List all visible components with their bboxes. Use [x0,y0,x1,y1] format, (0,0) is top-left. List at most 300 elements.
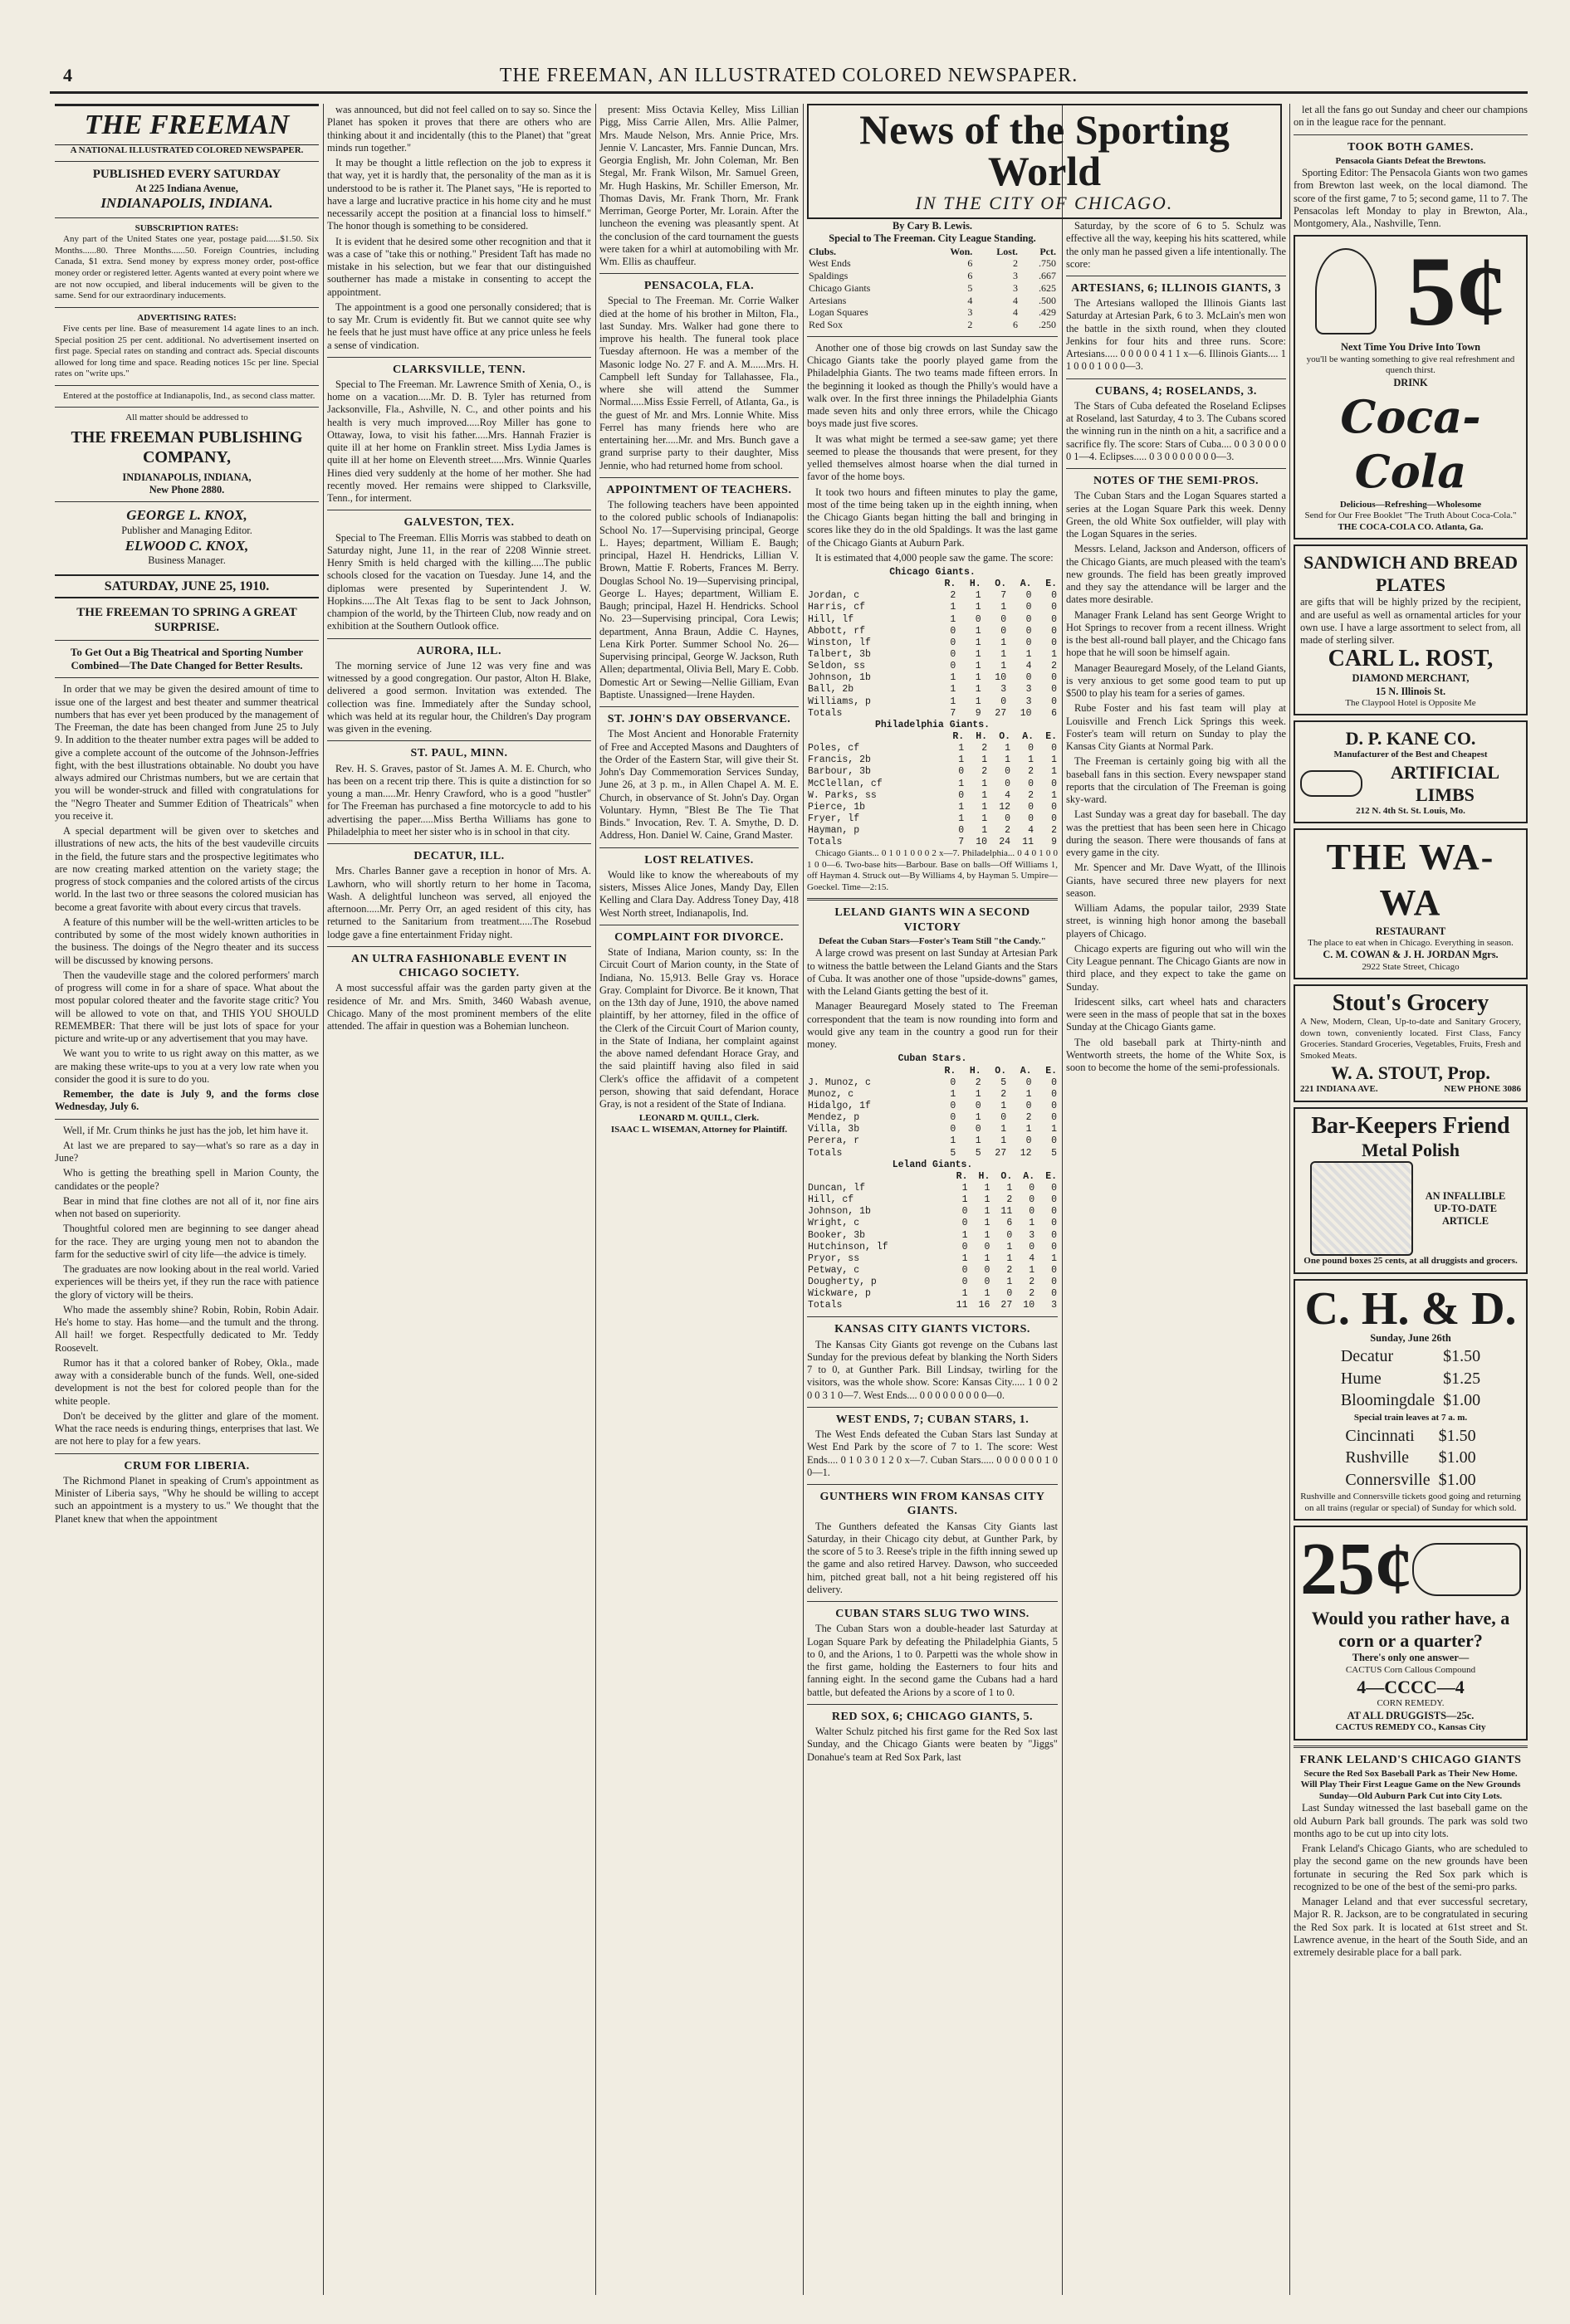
cuban-headline: CUBAN STARS SLUG TWO WINS. [835,1608,1030,1621]
kane-name: D. P. KANE CO. [1345,728,1476,749]
sport-story: Another one of those big crowds on last Sunday saw the Chicago Giants take the poorly played game from the Philadelphia Giants. The two teams made fifteen errors. In the beginning it looked as though the Philly's would have a walk over. In the first three innings the Philadelphia Giants made seven hits and only three errors, while the Chicago boys made just five scores. [807,341,1058,430]
redsox-headline: RED SOX, 6; CHICAGO GIANTS, 5. [831,1710,1034,1723]
chd-railroad-ad [1294,1279,1528,1521]
standing-cell: 6 [967,257,973,270]
box-cell: 1 [1006,1277,1013,1288]
box-cell: 1 [950,602,956,613]
masthead-subtitle: A NATIONAL ILLUSTRATED COLORED NEWSPAPER. [70,144,304,155]
standing-row [807,319,1058,331]
box-row [807,754,1058,766]
kc-body: The Kansas City Giants got revenge on the Cubans last Sunday for the previous defeat by blanking the North Siders 7 to 0, at Gunther Park. Bill Lindsay, twirling for the visitors, was the whole show. Score: Kansas City..... 1 0 0 2 0 0 3 1 0—7. West Ends.... 0 0 0 0 0 0 0 0 0—0. [807,1338,1058,1401]
editorial-note: Don't be deceived by the glitter and glare of the moment. What the race needs is enduring things, enterprises that last. We are not here to play for a few years. [55,1409,319,1448]
address-all: All matter should be addressed to [125,413,248,423]
box-cell: 0 [1025,613,1032,625]
crum-body: The Richmond Planet in speaking of Crum's appointment as Minister of Liberia says, "Why he should be willing to accept such an appointment is a mystery to us." We thought that the Planet knew that when the appointment [55,1474,319,1525]
box-cell: Winston, lf [808,637,871,648]
fare-row [1342,1448,1479,1468]
complaint-headline: COMPLAINT FOR DIVORCE. [614,930,784,944]
box-cell: 0 [1025,590,1032,602]
editorial-note: At last we are prepared to say—what's so rare as a day in June? [55,1139,319,1164]
standing-cell: Logan Squares [809,306,868,319]
box-cell: 0 [1028,743,1034,754]
sandwich-head: SANDWICH AND BREAD PLATES [1303,552,1518,596]
leland-giants-subhead-2: Will Play Their First League Game on the New Grounds Sunday—Old Auburn Park Cut into City Lots. [1300,1780,1521,1801]
box-cell: 1 [1025,1088,1032,1100]
standing-cell: 5 [967,281,973,294]
box-row [807,684,1058,696]
box-cell: 1 [1000,637,1007,648]
editorial-note: The graduates are now looking about in the real world. Varied experiences will be theirs yet, if they run the race with patience the glory of victory will be theirs. [55,1263,319,1301]
standing-cell: Artesians [809,294,847,306]
box-cell: Munoz, c [808,1088,854,1100]
box-cell: Hidalgo, 1f [808,1100,871,1111]
box-cell: 2 [1000,1088,1007,1100]
box-cell: 7 [958,837,965,848]
box-cell: 0 [961,1206,968,1218]
box-cell: 1 [1051,754,1057,766]
coke-next: Next Time You Drive Into Town [1340,341,1481,354]
box-row [807,614,1058,626]
box-cell: 2 [975,1077,981,1088]
bkf-head: Bar-Keepers Friend [1311,1112,1510,1139]
clerk-signature: LEONARD M. QUILL, Clerk. [638,1113,760,1124]
box-cell: 1 [975,684,981,696]
box-header-cell: A. [1020,1065,1032,1077]
box-cell: 4 [1025,661,1032,672]
box-row [807,661,1058,672]
box-cell: 0 [1051,590,1057,602]
bkf-tagline: AN INFALLIBLE UP-TO-DATE ARTICLE [1425,1189,1506,1228]
box-row [807,1124,1058,1135]
fare-row [1338,1346,1484,1367]
col2-paragraph: It is evident that he desired some other recognition and that it was a case of "take this or nothing." President Taft has made no mistake in his selection, but we fear that our distinguished southerner has made a mistake in consenting to accept the appointment. [327,235,591,298]
shoe-icon [1412,1543,1521,1596]
leland-giants-body: Manager Leland and that ever successful secretary, Major R. R. Jackson, are to be congratulated in securing the Red Sox park. It is located at 61st street and St. Lawrence avenue, in the heart of the South Side, and an extremely desirable place for a ball park. [1294,1896,1528,1959]
box-row [807,708,1058,720]
lost-headline: LOST RELATIVES. [644,853,754,867]
box-cell: 1 [1005,743,1011,754]
box-cell: 0 [975,613,981,625]
coke-tagline: Delicious—Refreshing—Wholesome [1339,499,1482,510]
wawa-restaurant-ad [1294,828,1528,979]
corn-brand: 4—CCCC—4 [1357,1677,1465,1698]
fare-price: $1.00 [1438,1470,1476,1489]
box-cell: 0 [1025,1135,1032,1147]
sporting-byline: By Cary B. Lewis. [892,220,973,232]
box-cell: 11 [1000,1206,1013,1218]
attorney-signature: ISAAC L. WISEMAN, Attorney for Plaintiff. [610,1124,788,1135]
col1-paragraph: Remember, the date is July 9, and the forms close Wednesday, July 6. [55,1088,319,1113]
box-cell: 1 [961,1182,968,1194]
chd-fares-2 [1340,1424,1480,1492]
galveston-body: Special to The Freeman. Ellis Morris was stabbed to death on Saturday night, June 11, in the rear of 2208 Winnie street. Henry Smith is held charged with the killing.....The public schools closed for the vacation on Tuesday. June 14, and the diplomas were presented by Superintendent J. W. Hopkins.....The Alt Texas flag to be sent to Jack Johnson, champion of the world, by the Thirteen Club, now ready and on exhibition at the Southern Outlook office. [327,531,591,632]
box-cell: 0 [1051,1100,1057,1111]
box-cell: 0 [1051,1241,1057,1252]
box-score-chicago [807,567,1058,720]
box-cell: 1 [975,1088,981,1100]
standing-cell: .667 [1039,270,1056,281]
box-cell: Totals [808,707,843,719]
standing-cell: 4 [1012,306,1018,319]
leland-giants-headline: FRANK LELAND'S CHICAGO GIANTS [1299,1753,1522,1766]
box-header-cell [807,1171,946,1183]
publisher-title: Publisher and Managing Editor. [121,525,252,537]
box-cell: 1 [950,613,956,625]
box-row [807,825,1058,837]
rost-address: 15 N. Illinois St. [1375,685,1446,697]
box-cell: 1 [984,1194,990,1206]
box-cell: 16 [978,1300,990,1311]
sport-story: It took two hours and fifteen minutes to play the game, most of the time being taken up in the eighth inning, when the Chicago Giants began hitting the ball and bringing in scores like they do in the old Spaldings. It was the last game of the Chicago Giants at Auburn Park. [807,486,1058,549]
box-cell: 12 [1020,1147,1032,1159]
standing-cell: Spaldings [809,270,849,281]
box-cell: 1 [1006,1252,1013,1264]
box-cell: 3 [1025,684,1032,696]
box-cell: 0 [1025,1077,1032,1088]
box-cell: 1 [950,684,956,696]
decatur-body: Mrs. Charles Banner gave a reception in honor of Mrs. A. Lawhorn, who will shortly return to her home in Tacoma, Wash. A delightful luncheon was served, all enjoyed the afternoon.....Mr. Perry Orr, an aged resident of this city, has returned to the Sanitarium from treatment.....The Rosebud lodge gave a fine entertainment Friday night. [327,865,591,940]
box-cell: 5 [975,1147,981,1159]
box-cell: 6 [1006,1218,1013,1229]
bar-keepers-friend-ad [1294,1107,1528,1274]
box-header-cell: O. [995,1065,1007,1077]
box-cell: 1 [961,1288,968,1300]
semi-pro-note: Rube Foster and his fast team will play at Louisville and French Lick Springs this week. Foster's team will return on Sunday to play the Kansas City Giants at Normal Park. [1066,702,1286,753]
standing-cell: 6 [967,270,973,281]
box-cell: 1 [958,778,965,789]
fare-price: $1.00 [1438,1448,1476,1467]
col2-paragraph: was announced, but did not feel called on to say so. Since the Planet has spoken it proves that there are others who are thinking about it and incidentally (this to the Planet) that "great minds run together." [327,104,591,154]
box-row [807,802,1058,813]
box-cell: 5 [1000,1077,1007,1088]
box-cell: 1 [975,637,981,648]
box-cell: Johnson, 1b [808,672,871,684]
box-cell: 11 [956,1300,968,1311]
box-cell: 2 [1005,825,1011,837]
fare-row [1342,1426,1479,1447]
standing-cell: 4 [1012,294,1018,306]
col2-paragraph: It may be thought a little reflection on the job to express it that way, yet it is hardly that, the personality of the man as it is understood to be is rather it. The Planet says, "He is reported to have a large and lucrative practice in his home city and he must necessarily accept the position at a financial loss to himself." The honor though is something to be considered. [327,157,591,232]
box-cell: 1 [981,813,988,824]
box-header-cell [807,579,932,590]
box-row [807,1148,1058,1160]
box-cell: 1 [1051,1252,1057,1264]
box-cell: Duncan, lf [808,1182,866,1194]
standing-cell: .500 [1039,294,1056,306]
box-header-cell: E. [1045,579,1057,590]
box-row [807,637,1058,649]
fare-row [1342,1470,1479,1491]
standing-header-cell: Won. [950,245,973,257]
fare-price: $1.25 [1443,1369,1481,1388]
coke-body: you'll be wanting something to give real refreshment and quench thirst. [1306,354,1515,376]
box-cell: Wickware, p [808,1288,871,1300]
standing-cell: 6 [1012,319,1018,330]
box-cell: Barbour, 3b [808,766,871,778]
box-cell: Mendez, p [808,1112,860,1124]
box-cell: 0 [1025,602,1032,613]
box-row [807,1194,1058,1206]
semi-pro-note: Manager Frank Leland has sent George Wright to Hot Springs to recover from a recent illness. Wright is the best all-round ball player, and the Chicago fans hope that he will soon be himself again. [1066,608,1286,659]
clarksville-body: Special to The Freeman. Mr. Lawrence Smith of Xenia, O., is home on a vacation.....Mr. D. B. Tyler has returned from Jacksonville, Fla., Ashville, N. C., and other points and his health is very much improved.....Roy Miller has gone to Ottaway, Iowa, to visit his father.....Mrs. Hannah Frazier is quite ill at her home on Franklin street. Miss Lydia James is quite ill at her home on Eleventh street.....Mrs. Winnie Quarles Hines died very suddenly at the home of her mother. She had recently moved. Her remains were shipped to Clarksville, Tenn., for interment. [327,378,591,505]
semi-pro-note: Manager Beauregard Mosely, of the Leland Giants, is very anxious to get some good team to put up $500 to play his team for a series of games. [1066,662,1286,700]
chd-special: Special train leaves at 7 a. m. [1353,1413,1468,1423]
box-cell: 0 [1051,1077,1057,1088]
cuban-body: The Cuban Stars won a double-header last Saturday at Logan Square Park by defeating the Philadelphia Giants, 5 to 0, and the Arions, 1 to 0. Parpetti was the whole show in the first game, holding the Easterners to four hits and fanning eight. In the second game the Cubans had a hard battle, but defeated the Arions by a score of 1 to 0. [807,1623,1058,1698]
stpaul-body: Rev. H. S. Graves, pastor of St. James A. M. E. Church, who has been on a recent trip there. This is quite a distinction for so young a man.....Mr. Henry Crawford, who is a good "hustler" for The Freeman has purchased a fine motorcycle to add to his advertising the paper.....Miss Bertha Williams has gone to Philadelphia to meet her sister who is in school in that city. [327,762,591,837]
box-cell: 1 [961,1229,968,1241]
bkf-body: One pound boxes 25 cents, at all druggists and grocers. [1303,1256,1518,1267]
gunthers-body: The Gunthers defeated the Kansas City Giants last Saturday, in their Chicago city debut, at Gunther Park, by the score of 5 to 3. Reese's triple in the fifth inning sewed up the game and also retired Harvey. Dawson, who succeeded him, pitched great ball, not a hit being registered off his delivery. [807,1520,1058,1595]
box-cell: 0 [1051,813,1057,824]
fare-destination: Cincinnati [1345,1426,1415,1445]
corn-question: Would you rather have, a corn or a quarter? [1311,1608,1510,1652]
box-cell: 0 [961,1241,968,1252]
box-cell: 0 [1051,602,1057,613]
corn-only: There's only one answer— [1352,1652,1470,1664]
box-row [807,590,1058,602]
box-row [807,743,1058,754]
box-cell: 0 [1029,1241,1035,1252]
semi-pro-note: Messrs. Leland, Jackson and Anderson, officers of the Chicago Giants, are much pleased with the team's new grounds. The field has been greatly improved and they say the attendance will be larger and the dates more desirable. [1066,543,1286,606]
corn-company: CACTUS REMEDY CO., Kansas City [1335,1722,1486,1733]
box-cell: 2 [1029,1277,1035,1288]
teachers-body: The following teachers have been appointed to the colored public schools of Indianapolis: School No. 17—Supervising principal, George L. Hayes; department, William E. Baugh; principal, Hazel H. Hendricks, Lillian V. Brown, Mattie F. Roberts, Frances M. Berry. Douglas School No. 19—Supervising principal, George L. Hayes; department, William E. Baugh; principal, Hazel H. Hendricks. School No. 23—Supervising principal, Cora Lewis; department, Anna Braun, Addie C. Haynes, Lena Kirk Porter. Summer School No. 26—Supervising principal, George W. Jackson, Ruth Allen; departmental, Olivia Bell, Mary E. Cobb. Domestic Art or Sewing—Nellie Gilliam, Evan Baptiste. Unassigned—Irene Hayden. [599,499,799,701]
box-cell: 1 [958,743,965,754]
box-cell: 5 [950,1147,956,1159]
fare-price: $1.00 [1443,1391,1481,1410]
box-cell: 0 [1051,684,1057,696]
col1-paragraph: A special department will be given over to sketches and illustrations of new acts, the hits of the best vaudeville circuits in the field, the future stars and the prospective legitimates who are now creating marked attention on the variety stage; the progress of stock companies and the colored artists of the circus world. In the last two or three seasons the colored musician has become a great favorite with about every circus that travels. [55,825,319,913]
masthead-title: THE FREEMAN [55,104,319,145]
box-cell: 9 [1051,837,1057,848]
box-cell: Booker, 3b [808,1229,866,1241]
chd-date: Sunday, June 26th [1370,1331,1451,1344]
stpaul-headline: ST. PAUL, MINN. [410,747,508,760]
teachers-headline: APPOINTMENT OF TEACHERS. [606,483,792,496]
paper-title: THE FREEMAN, AN ILLUSTRATED COLORED NEWSPAPER. [499,65,1078,86]
column-6 [1294,104,1528,2295]
stjohn-body: The Most Ancient and Honorable Fraternity of Free and Accepted Masons and Daughters of the Order of the Eastern Star, will give their St. John's Day Commemoration Services Sunday, June 26, at 3 p. m., in Allen Chapel A. M. E. Church, in observance of St. John's Day. Organ Voluntary. Hymn, "Blest Be The Tie That Binds." Invocation, Rev. T. A. Smythe, D. D. Address, Hon. Daniel W. Caine, Grand Master. [599,728,799,842]
box-row [807,1206,1058,1218]
editorial-note: Who made the assembly shine? Robin, Robin, Robin Adair. He's home to stay. Has home—and the tumult and the throng. All hail! we forget. Respectfully dedicated to Mr. Teddy Roosevelt. [55,1303,319,1354]
cubans-body: The Stars of Cuba defeated the Roseland Eclipses at Roseland, last Saturday, 4 to 3. The Cubans scored the winning run in the ninth on a hit, a sacrifice and a sacrifice fly. The score: Stars of Cuba.... 0 0 3 0 0 0 0 0 1—4. Eclipses..... 0 3 0 0 0 0 0 0 0—3. [1066,399,1286,462]
semi-pro-note: The Freeman is certainly going big with all the baseball fans in this section. Every newspaper stand reports that the circulation of The Freeman is going sky-ward. [1066,755,1286,806]
box-row [807,813,1058,825]
pensacola-body: Special to The Freeman. Mr. Corrie Walker died at the home of his brother in Milton, Fla., last Sunday. Mrs. Walker had gone there to improve his health. The funeral took place Tuesday afternoon. He was a member of the Masonic lodge No. 27 F. and A. M......Mrs. H. Campbell left Sunday for Tallahassee, Fla., where she will attend the Summer Normal.....Miss Essie Ferrell, of Atlanta, Ga., is the guest of Mr. and Mrs. Lonnie White. Miss Ferrel has many friends here who are entertaining her.....Mr. and Mrs. Bunch gave a grand surprise party to their daughter, Miss Jennie, who had returned home from school. [599,295,799,471]
wawa-name: THE WA-WA [1326,837,1495,923]
box-row [807,672,1058,684]
box-cell: W. Parks, ss [808,789,877,801]
box-row [807,1253,1058,1265]
bkf-sub: Metal Polish [1362,1140,1460,1161]
box-cell: 0 [1028,813,1034,824]
kane-address: 212 N. 4th St. St. Louis, Mo. [1356,805,1465,816]
aurora-body: The morning service of June 12 was very fine and was witnessed by a good congregation. Our pastor, Alton H. Blake, delivered a good sermon. Invitation was extended. The collection was fine. Immediately after the Sunday school, which was held at its regular hour, the Children's Day program was given in the evening. [327,659,591,735]
box-cell: 1 [975,696,981,707]
box-header-cell: A. [1022,730,1034,742]
box-cell: 10 [1023,1300,1035,1311]
box-cell: 1 [984,1218,990,1229]
coca-cola-ad [1294,235,1528,540]
box-cell: 0 [1051,1277,1057,1288]
standing-header-cell: Lost. [996,245,1018,257]
box-cell: 0 [1025,672,1032,684]
box-cell: 1 [961,1194,968,1206]
box-cell: 0 [984,1264,990,1276]
company-city: INDIANAPOLIS, INDIANA, [122,471,252,483]
box-cell: Villa, 3b [808,1124,860,1135]
box-cell: 1 [984,1206,990,1218]
leland-story: Manager Beauregard Mosely stated to The Freeman correspondent that the team is now rounding into form and would give any team in the country a good run for their money. [807,1000,1058,1051]
standing-cell: 3 [967,306,973,319]
gunthers-headline: GUNTHERS WIN FROM KANSAS CITY GIANTS. [819,1491,1045,1518]
rost-hotel: The Claypool Hotel is Opposite Me [1345,697,1476,708]
box-cell: 0 [1005,766,1011,778]
sport-story: It was what might be termed a see-saw game; yet there seemed to please the thousands that were present, for they yelled themselves almost hoarse when the dial turned in favor of the home boys. [807,432,1058,483]
decatur-headline: DECATUR, ILL. [413,850,505,863]
col1-paragraph: A feature of this number will be the well-written articles to be contributed by some of the most widely known authorities in the business. The doings of the Negro theater and its success will be discussed by knowing persons. [55,915,319,966]
box-row [807,696,1058,708]
box-cell: 1 [1051,1124,1057,1135]
wawa-desc: The place to eat when in Chicago. Everything in season. [1308,937,1514,948]
westends-body: The West Ends defeated the Cuban Stars last Sunday at West End Park by the score of 7 to 1. The score: West Ends.... 0 1 0 3 0 1 2 0 x—7. Cuban Stars..... 0 0 0 0 0 0 1 0 0—1. [807,1428,1058,1478]
standing-cell: .750 [1039,257,1056,270]
box-row [807,1101,1058,1112]
office-city: INDIANAPOLIS, INDIANA. [100,195,273,212]
page-header [50,65,1528,94]
box-header-cell [807,731,942,743]
corn-product: CACTUS Corn Callous Compound [1345,1664,1476,1675]
column-3 [599,104,799,2295]
fare-destination: Decatur [1340,1347,1394,1366]
box-header-cell: E. [1045,1065,1057,1077]
stjohn-headline: ST. JOHN'S DAY OBSERVANCE. [607,713,791,726]
box-cell: 0 [1025,1100,1032,1111]
box-header-cell: E. [1045,1170,1057,1182]
fashion-headline: AN ULTRA FASHIONABLE EVENT IN CHICAGO SOCIETY. [350,952,568,980]
redsox-continued: Saturday, by the score of 6 to 5. Schulz was effective all the way, keeping his hits scattered, while the only man he passed given a life intentionally. The score: [1066,220,1286,270]
publisher-name: GEORGE L. KNOX, [126,507,247,524]
standing-cell: 2 [1012,257,1018,270]
box-header-cell: E. [1045,730,1057,742]
stout-address: 221 INDIANA AVE. [1300,1084,1378,1095]
fashion-body: A most successful affair was the garden party given at the residence of Mr. and Mrs. Smith, 3460 Wabash avenue, Chicago. Many of the most prominent members of the elite attended. The affair in question was a Bohemian luncheon. [327,982,591,1033]
kane-product: ARTIFICIAL LIMBS [1390,761,1500,805]
box-score-philadelphia [807,720,1058,849]
box-score-title: Philadelphia Giants. [874,719,990,730]
leland-story: A large crowd was present on last Sunday at Artesian Park to witness the battle between the Leland Giants and the Stars of Cuba. It was another one of those "upside-downs" games, with the Leland Giants getting the best of it. [807,947,1058,998]
company-phone: New Phone 2880. [149,484,225,496]
editorial-note: Bear in mind that fine clothes are not all of it, nor fine airs when not based on superiority. [55,1194,319,1220]
box-cell: 0 [950,1077,956,1088]
box-cell: 7 [950,707,956,719]
box-cell: 0 [961,1264,968,1276]
box-cell: Fryer, lf [808,813,860,824]
brewtons-headline: TOOK BOTH GAMES. [1347,140,1475,154]
box-cell: 0 [1051,1206,1057,1218]
aurora-headline: AURORA, ILL. [416,644,502,657]
chd-note: Rushville and Connersville tickets good going and returning on all trains (regular or special) of Sunday for which sold. [1300,1492,1521,1513]
box-cell: 3 [1029,1229,1035,1241]
standing-cell: 3 [1012,270,1018,281]
box-cell: 0 [950,661,956,672]
box-cell: 0 [1051,1229,1057,1241]
standing-cell: Chicago Giants [809,281,871,294]
semi-pro-note: The Cuban Stars and the Logan Squares started a series at the Logan Square Park this week. Denny Green, the old White Sox outfielder, will play with the Logan Squares in the series. [1066,490,1286,540]
box-cell: 1 [1005,754,1011,766]
box-cell: 0 [975,1124,981,1135]
box-cell: 12 [999,801,1011,813]
standing-head: Special to The Freeman. City League Standing. [829,232,1036,245]
box-cell: 4 [1029,1252,1035,1264]
box-cell: 1 [950,696,956,707]
artesians-headline: ARTESIANS, 6; ILLINOIS GIANTS, 3 [1071,282,1281,295]
standing-cell: .250 [1039,319,1056,330]
complaint-body: State of Indiana, Marion county, ss: In the Circuit Court of Marion county, in the State of Indiana, No. 15,913. Belle Gray vs. Horace Gray. Complaint for Divorce. Be it known, That on the 13th day of June, 1910, the above named plaintiff, by her attorney, filed in the office of the Clerk of the Circuit Court of Marion county, in the State of Indiana, her complaint against the above named defendant Horace Gray, and the said plaintiff having also filed in said Clerk's office the affidavit of a competent person, showing that said defendant, Horace Gray, is not a resident of the State of Indiana. [599,946,799,1111]
box-cell: 0 [1025,637,1032,648]
box-cell: Hill, cf [808,1194,854,1206]
leland-giants-body: Frank Leland's Chicago Giants, who are scheduled to play the second game on the new grounds have been fortunate in securing the Red Sox park which is recognized to be one of the best of the semi-pro parks. [1294,1843,1528,1892]
stout-body: A New, Modern, Clean, Up-to-date and Sanitary Grocery, down town, conveniently located. First Class, Fancy Groceries. Standard Groceries, Vegetables, Fruits, Fresh and Smoked Meats. [1300,1017,1521,1061]
brewtons-body: Sporting Editor: The Pensacola Giants won two games from Brewton last week, on the local diamond. The score of the first game, 7 to 5; second game, 11 to 7. The Pensacolas left Monday to play in Brewton, Ala., Montgomery, Ala., Nashville, Tenn. [1294,167,1528,230]
box-header-cell: H. [978,1170,990,1182]
chd-head: C. H. & D. [1304,1282,1517,1335]
corn-remedy: CORN REMEDY. [1377,1698,1445,1709]
box-cell: 0 [1051,778,1057,789]
box-cell: Totals [808,1147,843,1159]
leland-subhead: Defeat the Cuban Stars—Foster's Team Still "the Candy." [819,935,1046,946]
box-cell: 0 [1051,1135,1057,1147]
box-cell: Williams, p [808,696,871,707]
editorial-note: Rumor has it that a colored banker of Robey, Okla., made away with a considerable bunch of the funds. Well, one-sided development is not the best for colored people than for the white people. [55,1356,319,1407]
box-header-cell: O. [995,579,1007,590]
box-cell: 0 [1028,801,1034,813]
box-cell: 0 [1000,696,1007,707]
standing-table [807,246,1058,331]
box-cell: 1 [958,754,965,766]
box-cell: 0 [950,648,956,660]
box-cell: 2 [1006,1264,1013,1276]
box-header-cell [807,1066,932,1077]
stout-head: Stout's Grocery [1332,990,1489,1017]
box-cell: 0 [1000,613,1007,625]
sandwich-plates-ad [1294,544,1528,715]
redsox-body: Walter Schulz pitched his first game for the Red Sox last Sunday, and the Chicago Giants were beaten by "Jiggs" Donahue's team at Red Sox Park, last [807,1726,1058,1763]
artesians-body: The Artesians walloped the Illinois Giants last Saturday at Artesian Park, 6 to 3. McLain's men won the battle in the sixth round, when they clouted Jenkins for four hits and three runs. Score: Artesians..... 0 0 0 0 0 4 1 1 x—6. Illinois Giants.... 1 1 0 0 0 1 0 0 0—3. [1066,297,1286,373]
box-header-cell: R. [944,1065,956,1077]
box-cell: 1 [1000,1124,1007,1135]
leland-giants-body: Last Sunday witnessed the last baseball game on the old Auburn Park ball grounds. The park was sold two months ago to be cut up into city lots. [1294,1802,1528,1839]
col1-paragraph: In order that we may be given the desired amount of time to issue one of the largest and best theater and summer theatrical numbers that has ever yet been produced by the management of The Freeman, the date has been changed from June 25 to July 9. In addition to the theater number extra pages will be added to give a complete account of the outcome of the Johnson-Jeffries fight, with the best illustrations obtainable. No doubt you have always admired our Christmas numbers, but we are certain that you will be wonder-struck and filled with congratulations for the "Negro Theater and Summer Edition of Theatricals" when you receive it. [55,683,319,822]
standing-row [807,295,1058,307]
box-cell: 1 [1028,754,1034,766]
standing-cell: West Ends [809,257,851,270]
box-cell: 0 [1025,625,1032,637]
coke-drink: DRINK [1393,376,1428,388]
box-cell: 5 [1051,1147,1057,1159]
box-cell: 0 [1006,1288,1013,1300]
box-cell: 1 [981,778,988,789]
box-header-cell: H. [976,730,988,742]
box-cell: 1 [981,801,988,813]
box-row [807,1230,1058,1242]
standing-row [807,306,1058,319]
box-cell: 2 [1051,661,1057,672]
fare-price: $1.50 [1443,1347,1481,1366]
stout-grocery-ad [1294,984,1528,1101]
box-cell: Pryor, ss [808,1252,860,1264]
